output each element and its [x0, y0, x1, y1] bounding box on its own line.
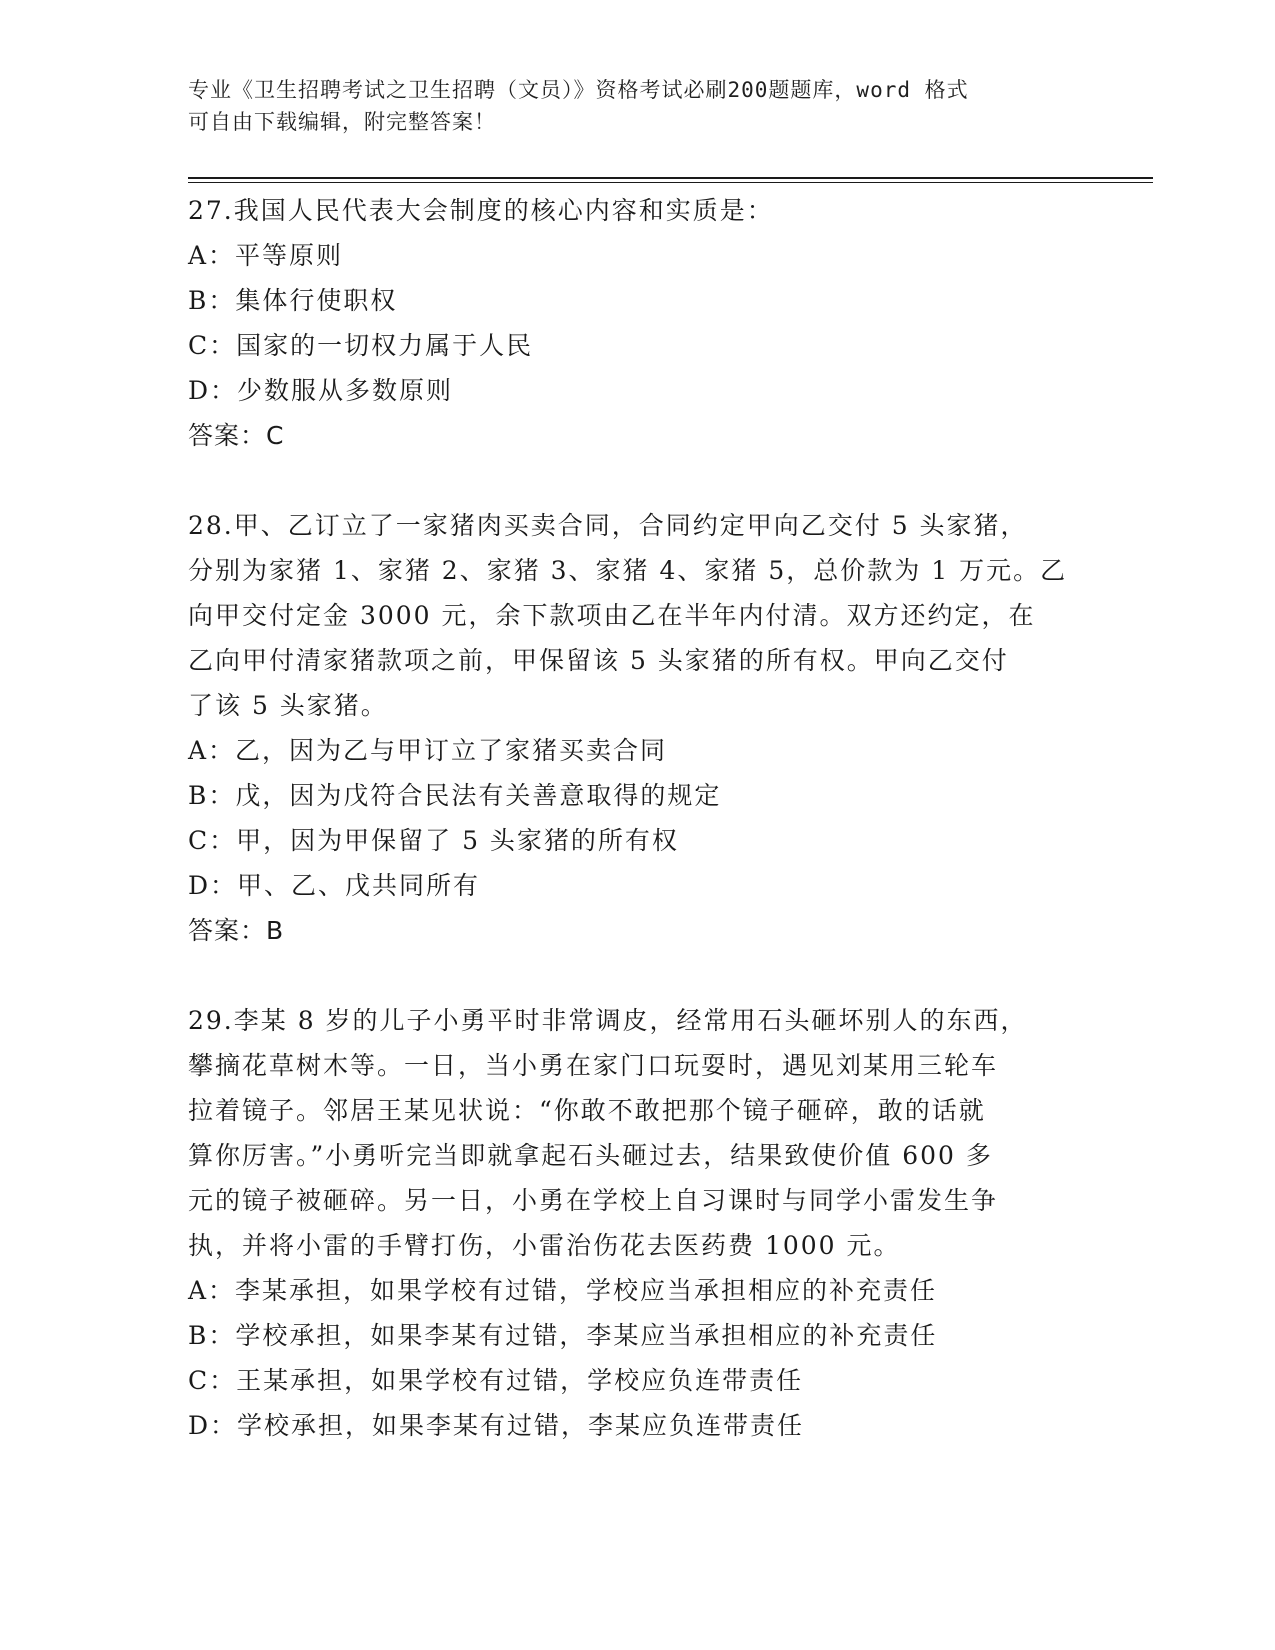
header-line-1: 专业《卫生招聘考试之卫生招聘（文员）》资格考试必刷200题题库，word 格式	[188, 78, 969, 102]
question-stem-line: 攀摘花草树木等。一日，当小勇在家门口玩耍时，遇见刘某用三轮车	[188, 1051, 999, 1080]
question-stem-line: 元的镜子被砸碎。另一日，小勇在学校上自习课时与同学小雷发生争	[188, 1186, 999, 1215]
question-spacer	[188, 953, 1088, 998]
question-stem-line: 拉着镜子。邻居王某见状说：“你敢不敢把那个镜子砸碎，敢的话就	[188, 1096, 986, 1125]
option-a: A：乙，因为乙与甲订立了家猪买卖合同	[188, 736, 668, 765]
document-header	[188, 74, 1068, 138]
option-b: B：学校承担，如果李某有过错，李某应当承担相应的补充责任	[188, 1321, 938, 1350]
question-stem-line: 算你厉害。”小勇听完当即就拿起石头砸过去，结果致使价值 600 多	[188, 1141, 993, 1170]
question-stem-line: 乙向甲付清家猪款项之前，甲保留该 5 头家猪的所有权。甲向乙交付	[188, 646, 1009, 675]
question-stem-line: 执，并将小雷的手臂打伤，小雷治伤花去医药费 1000 元。	[188, 1231, 901, 1260]
option-c: C：国家的一切权力属于人民	[188, 331, 534, 360]
question-list	[188, 188, 1088, 1448]
question-stem-line: 向甲交付定金 3000 元，余下款项由乙在半年内付清。双方还约定，在	[188, 601, 1036, 630]
option-d: D：甲、乙、戊共同所有	[188, 871, 481, 900]
question-stem-line: 分别为家猪 1、家猪 2、家猪 3、家猪 4、家猪 5，总价款为 1 万元。乙	[188, 556, 1068, 585]
question-stem-line: 27.我国人民代表大会制度的核心内容和实质是：	[188, 196, 774, 225]
option-b: B：戊，因为戊符合民法有关善意取得的规定	[188, 781, 722, 810]
question-stem-line: 29.李某 8 岁的儿子小勇平时非常调皮，经常用石头砸坏别人的东西，	[188, 1006, 1028, 1035]
option-b: B：集体行使职权	[188, 286, 398, 315]
question-stem-line: 了该 5 头家猪。	[188, 691, 388, 720]
header-divider-thick	[188, 177, 1153, 179]
option-d: D：学校承担，如果李某有过错，李某应负连带责任	[188, 1411, 805, 1440]
header-divider-thin	[188, 182, 1153, 183]
question-28	[188, 503, 1088, 953]
option-c: C：王某承担，如果学校有过错，学校应负连带责任	[188, 1366, 804, 1395]
option-c: C：甲，因为甲保留了 5 头家猪的所有权	[188, 826, 679, 855]
option-a: A：平等原则	[188, 241, 344, 270]
answer-text: 答案：C	[188, 421, 285, 450]
option-d: D：少数服从多数原则	[188, 376, 454, 405]
question-29	[188, 998, 1088, 1448]
question-spacer	[188, 458, 1088, 503]
question-27	[188, 188, 1088, 458]
header-line-2: 可自由下载编辑，附完整答案！	[188, 110, 496, 134]
question-stem-line: 28.甲、乙订立了一家猪肉买卖合同，合同约定甲向乙交付 5 头家猪，	[188, 511, 1028, 540]
answer-text: 答案：B	[188, 916, 285, 945]
option-a: A：李某承担，如果学校有过错，学校应当承担相应的补充责任	[188, 1276, 938, 1305]
